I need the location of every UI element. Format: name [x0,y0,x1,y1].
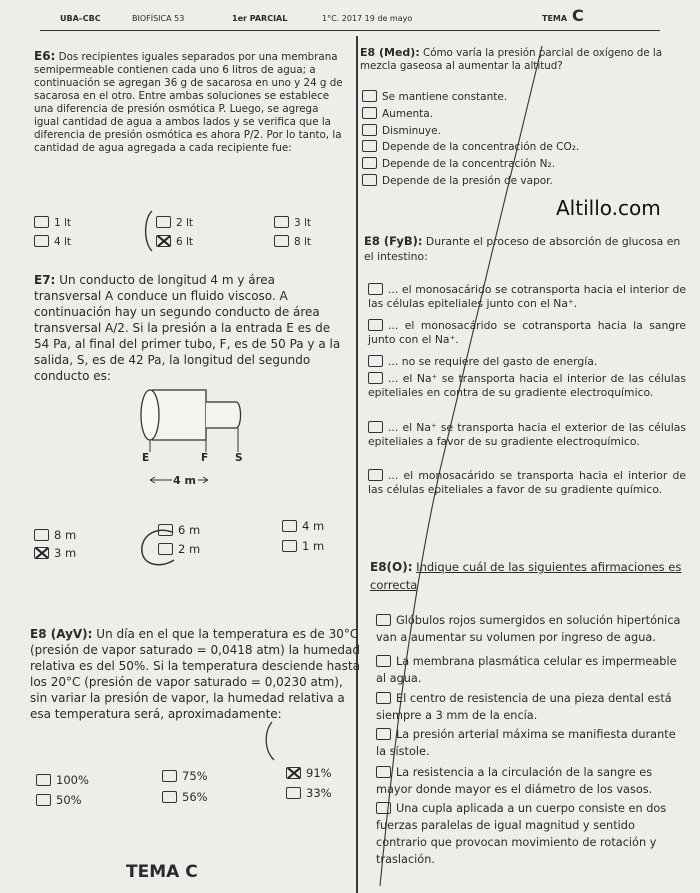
e8fyb-option-4[interactable]: ... el Na⁺ se transporta hacia el interior de las células epiteliales en contra de su gradiente electroquímico. [368,372,686,399]
e7-question [34,272,346,384]
e6-question [34,50,346,155]
e8o-option-1[interactable]: Glóbulos rojos sumergidos en solución hipertónica van a aumentar su volumen por ingreso de agua. [376,614,681,644]
e8ayv-text: Un día en el que la temperatura es de 30°C (presión de vapor saturado = 0,0418 atm) la humedad relativa es del 50%. Si la temperatura desciende hasta los 20°C (presión de vapor saturado = 0,0230 atm), sin variar la presión de vapor, la humedad relativa a esa temperatura será, aproximadamente: [30,627,360,721]
e8fyb-option-1[interactable]: ... el monosacárido se cotransporta hacia el interior de las células epiteliales junto con el Na⁺. [368,283,686,310]
checkbox-icon[interactable] [286,787,301,799]
checkbox-icon[interactable] [274,235,289,247]
checkbox-icon[interactable] [34,216,49,228]
e8fyb-option-3[interactable]: ... no se requiere del gasto de energía. [368,355,686,369]
pen-bracket-mark [140,208,156,254]
checked-box-icon[interactable] [156,235,171,247]
e8ayv-question [30,626,360,722]
e8o-option-5[interactable]: La resistencia a la circulación de la sangre es mayor donde mayor es el diámetro de los vasos. [376,766,653,796]
diagram-length: 4 m [173,474,196,487]
e8ayv-option-1[interactable]: 100% [36,774,89,787]
e6-option-1[interactable]: 1 lt [34,216,71,230]
exam-header [40,8,660,31]
e8fyb-option-2[interactable]: ... el monosacárido se cotransporta hacia la sangre junto con el Na⁺. [368,319,686,346]
e8o-text: Indique cuál de las siguientes afirmaciones es correcta [370,560,682,592]
e8ayv-option-3[interactable]: 91% [286,767,332,780]
checkbox-icon[interactable] [162,791,177,803]
e8med-text: Cómo varía la presión parcial de oxígeno de la mezcla gaseosa al aumentar la altitud? [360,47,663,72]
checked-box-icon[interactable] [286,767,301,779]
e6-option-3[interactable]: 3 lt [274,216,311,230]
diagram-label-s: S [235,452,243,464]
e6-option-2[interactable]: 2 lt [156,216,193,230]
header-tema-letter: C [572,6,584,25]
e8med-option-2[interactable]: Aumenta. [362,107,433,121]
e8o-option-4[interactable]: La presión arterial máxima se manifiesta durante la sístole. [376,728,676,758]
tema-footer: TEMA C [126,862,198,882]
e7-option-1[interactable]: 8 m [34,529,76,542]
checked-box-icon[interactable] [34,547,49,559]
e8fyb-text: Durante el proceso de absorción de glucosa en el intestino: [364,235,681,263]
e8o-option-3[interactable]: El centro de resistencia de una pieza dental está siempre a 3 mm de la encía. [376,692,672,722]
checkbox-icon[interactable] [162,770,177,782]
e8ayv-label: E8 (AyV): [30,627,93,641]
e8med-option-3[interactable]: Disminuye. [362,124,441,138]
header-date: 1°C. 2017 19 de mayo [322,14,413,23]
checkbox-icon[interactable] [282,540,297,552]
checkbox-icon[interactable] [36,794,51,806]
e8fyb-option-5[interactable]: ... el Na⁺ se transporta hacia el exterior de las células epiteliales a favor de su gradiente electroquímico. [368,421,686,448]
header-subject: BIOFÍSICA 53 [132,14,185,23]
e8med-option-5[interactable]: Depende de la concentración N₂. [362,157,555,171]
e6-option-6[interactable]: 8 lt [274,235,311,249]
e7-option-3[interactable]: 4 m [282,520,324,533]
e8o-option-6[interactable]: Una cupla aplicada a un cuerpo consiste en dos fuerzas paralelas de igual magnitud y sentido contrario que provocan movimiento de rotación y traslación. [376,802,667,866]
e8ayv-option-5[interactable]: 56% [162,791,208,804]
e8ayv-option-2[interactable]: 75% [162,770,208,783]
e7-option-6[interactable]: 1 m [282,540,324,553]
header-uba: UBA–CBC [60,14,101,23]
e7-label: E7: [34,273,56,287]
checkbox-icon[interactable] [36,774,51,786]
e8ayv-option-6[interactable]: 33% [286,787,332,800]
checkbox-icon[interactable] [34,235,49,247]
e7-text: Un conducto de longitud 4 m y área transversal A conduce un fluido viscoso. A continuación hay un segundo conducto de área transversal A/2. Si la presión a la entrada E es de 54 Pa, al final del primer tubo, F, es de 50 Pa y a la salida, S, es de 42 Pa, la longitud del segundo conducto es: [34,273,341,383]
e8fyb-label: E8 (FyB): [364,234,423,248]
pen-bracket-mark [260,720,280,764]
diagram-label-e: E [142,452,150,464]
checkbox-icon[interactable] [282,520,297,532]
e8o-label: E8(O): [370,560,413,574]
e8med-option-6[interactable]: Depende de la presión de vapor. [362,174,553,188]
e6-text: Dos recipientes iguales separados por una membrana semipermeable contienen cada uno 6 litros de agua; a continuación se agregan 36 g de sacarosa en uno y 24 g de sacarosa en el otro. Entre ambas soluciones se establece una diferencia de presión osmótica P. Luego, se agrega igual cantidad de agua a ambos lados y se verifica que la diferencia de presión osmótica es ahora P/2. Por lo tanto, la cantidad de agua agregada a cada recipiente fue: [34,51,343,154]
e8o-option-2[interactable]: La membrana plasmática celular es impermeable al agua. [376,655,677,685]
e7-option-5[interactable]: 2 m [158,543,200,556]
e7-option-4[interactable]: 3 m [34,547,76,560]
altillo-watermark: Altillo.com [556,196,661,220]
column-divider [356,36,358,893]
e8med-option-1[interactable]: Se mantiene constante. [362,90,507,104]
pen-strikethrough-line [360,40,560,893]
e8ayv-option-4[interactable]: 50% [36,794,82,807]
checkbox-icon[interactable] [274,216,289,228]
pen-circle-mark [136,526,180,570]
checkbox-icon[interactable] [34,529,49,541]
e6-option-4[interactable]: 4 lt [34,235,71,249]
e8med-label: E8 (Med): [360,46,420,59]
header-parcial: 1er PARCIAL [232,14,288,23]
e8fyb-option-6[interactable]: ... el monosacárido se transporta hacia el interior de las células epiteliales a favor de su gradiente químico. [368,469,686,496]
checkbox-icon[interactable] [156,216,171,228]
e7-option-2[interactable]: 6 m [158,524,200,537]
e6-option-5[interactable]: 6 lt [156,235,193,249]
header-tema-label: TEMA [542,14,568,23]
diagram-label-f: F [201,452,209,464]
e8med-option-4[interactable]: Depende de la concentración de CO₂. [362,140,579,154]
e6-label: E6: [34,49,56,63]
